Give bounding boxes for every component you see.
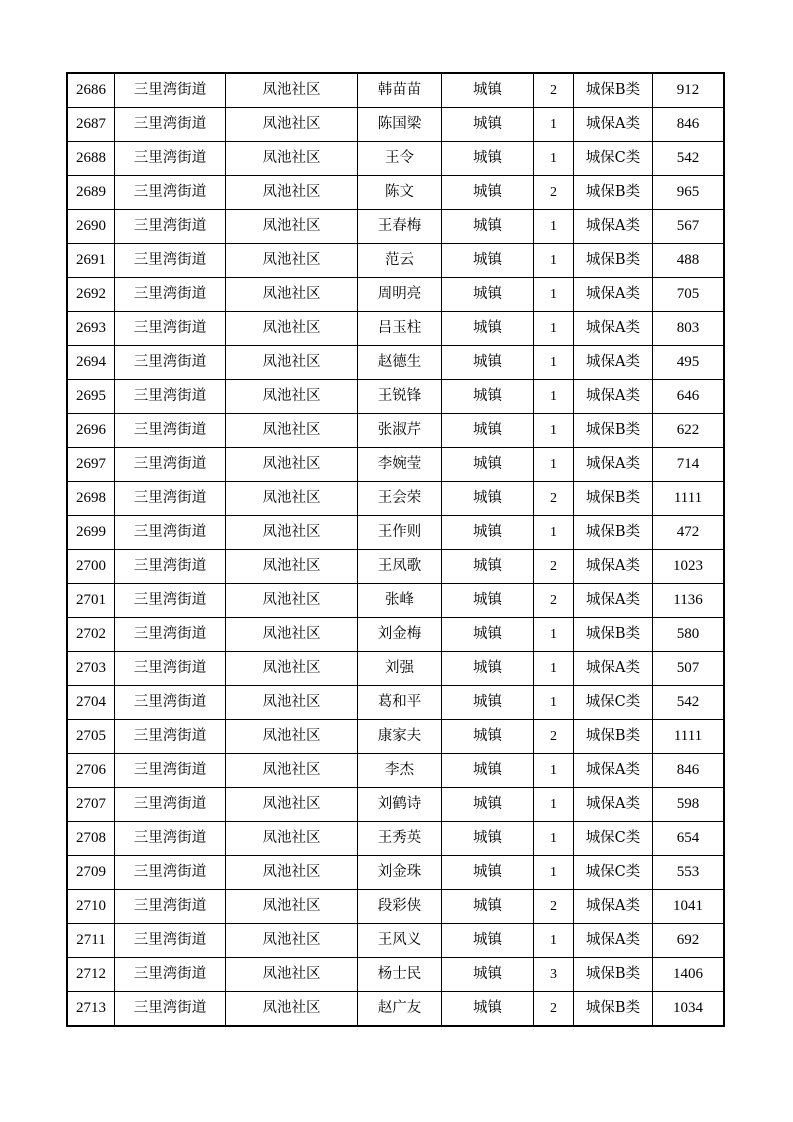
street-cell: 三里湾街道 (115, 74, 226, 108)
community-cell: 凤池社区 (226, 754, 358, 788)
household-size-cell: 1 (534, 686, 574, 720)
household-size-cell: 1 (534, 856, 574, 890)
household-size-cell: 1 (534, 618, 574, 652)
name-cell: 王风义 (358, 924, 442, 958)
insurance-type-cell: 城保A类 (574, 890, 653, 924)
table-row (68, 924, 724, 958)
table-row (68, 74, 724, 108)
household-size-cell: 3 (534, 958, 574, 992)
table-row (68, 210, 724, 244)
name-cell: 赵德生 (358, 346, 442, 380)
community-cell: 凤池社区 (226, 584, 358, 618)
name-cell: 陈文 (358, 176, 442, 210)
table-row (68, 482, 724, 516)
name-cell: 周明亮 (358, 278, 442, 312)
street-cell: 三里湾街道 (115, 924, 226, 958)
household-size-cell: 2 (534, 720, 574, 754)
insurance-type-cell: 城保A类 (574, 584, 653, 618)
category-cell: 城镇 (442, 890, 534, 924)
community-cell: 凤池社区 (226, 278, 358, 312)
table-row (68, 346, 724, 380)
street-cell: 三里湾街道 (115, 448, 226, 482)
category-cell: 城镇 (442, 652, 534, 686)
street-cell: 三里湾街道 (115, 380, 226, 414)
name-cell: 张峰 (358, 584, 442, 618)
row-number-cell: 2695 (68, 380, 115, 414)
name-cell: 韩苗苗 (358, 74, 442, 108)
name-cell: 康家夫 (358, 720, 442, 754)
street-cell: 三里湾街道 (115, 108, 226, 142)
category-cell: 城镇 (442, 414, 534, 448)
category-cell: 城镇 (442, 584, 534, 618)
street-cell: 三里湾街道 (115, 176, 226, 210)
row-number-cell: 2698 (68, 482, 115, 516)
street-cell: 三里湾街道 (115, 652, 226, 686)
community-cell: 凤池社区 (226, 992, 358, 1026)
row-number-cell: 2703 (68, 652, 115, 686)
community-cell: 凤池社区 (226, 74, 358, 108)
name-cell: 刘鹤诗 (358, 788, 442, 822)
table-row (68, 788, 724, 822)
household-size-cell: 2 (534, 992, 574, 1026)
category-cell: 城镇 (442, 346, 534, 380)
amount-cell: 654 (653, 822, 724, 856)
row-number-cell: 2699 (68, 516, 115, 550)
street-cell: 三里湾街道 (115, 346, 226, 380)
row-number-cell: 2691 (68, 244, 115, 278)
community-cell: 凤池社区 (226, 686, 358, 720)
street-cell: 三里湾街道 (115, 312, 226, 346)
table-row (68, 822, 724, 856)
table-row (68, 890, 724, 924)
row-number-cell: 2710 (68, 890, 115, 924)
row-number-cell: 2697 (68, 448, 115, 482)
amount-cell: 567 (653, 210, 724, 244)
community-cell: 凤池社区 (226, 244, 358, 278)
table-row (68, 312, 724, 346)
street-cell: 三里湾街道 (115, 516, 226, 550)
street-cell: 三里湾街道 (115, 414, 226, 448)
household-size-cell: 1 (534, 312, 574, 346)
row-number-cell: 2707 (68, 788, 115, 822)
row-number-cell: 2702 (68, 618, 115, 652)
community-cell: 凤池社区 (226, 720, 358, 754)
name-cell: 王令 (358, 142, 442, 176)
street-cell: 三里湾街道 (115, 278, 226, 312)
row-number-cell: 2692 (68, 278, 115, 312)
name-cell: 王凤歌 (358, 550, 442, 584)
insurance-type-cell: 城保B类 (574, 414, 653, 448)
community-cell: 凤池社区 (226, 108, 358, 142)
community-cell: 凤池社区 (226, 448, 358, 482)
street-cell: 三里湾街道 (115, 890, 226, 924)
insurance-type-cell: 城保A类 (574, 108, 653, 142)
household-size-cell: 2 (534, 890, 574, 924)
amount-cell: 646 (653, 380, 724, 414)
row-number-cell: 2709 (68, 856, 115, 890)
amount-cell: 542 (653, 142, 724, 176)
table-row (68, 414, 724, 448)
amount-cell: 846 (653, 108, 724, 142)
roster-table (67, 73, 724, 1026)
table-row (68, 448, 724, 482)
amount-cell: 472 (653, 516, 724, 550)
insurance-type-cell: 城保B类 (574, 958, 653, 992)
household-size-cell: 1 (534, 278, 574, 312)
name-cell: 王作则 (358, 516, 442, 550)
name-cell: 李婉莹 (358, 448, 442, 482)
amount-cell: 553 (653, 856, 724, 890)
row-number-cell: 2688 (68, 142, 115, 176)
street-cell: 三里湾街道 (115, 720, 226, 754)
community-cell: 凤池社区 (226, 890, 358, 924)
household-size-cell: 2 (534, 176, 574, 210)
row-number-cell: 2705 (68, 720, 115, 754)
community-cell: 凤池社区 (226, 414, 358, 448)
row-number-cell: 2690 (68, 210, 115, 244)
amount-cell: 1406 (653, 958, 724, 992)
street-cell: 三里湾街道 (115, 856, 226, 890)
category-cell: 城镇 (442, 108, 534, 142)
category-cell: 城镇 (442, 720, 534, 754)
category-cell: 城镇 (442, 244, 534, 278)
insurance-type-cell: 城保A类 (574, 346, 653, 380)
name-cell: 陈国梁 (358, 108, 442, 142)
household-size-cell: 2 (534, 584, 574, 618)
amount-cell: 803 (653, 312, 724, 346)
row-number-cell: 2700 (68, 550, 115, 584)
category-cell: 城镇 (442, 210, 534, 244)
insurance-type-cell: 城保A类 (574, 754, 653, 788)
insurance-type-cell: 城保A类 (574, 380, 653, 414)
insurance-type-cell: 城保A类 (574, 278, 653, 312)
name-cell: 王锐锋 (358, 380, 442, 414)
household-size-cell: 1 (534, 924, 574, 958)
row-number-cell: 2696 (68, 414, 115, 448)
insurance-type-cell: 城保B类 (574, 482, 653, 516)
insurance-type-cell: 城保B类 (574, 992, 653, 1026)
household-size-cell: 1 (534, 448, 574, 482)
insurance-type-cell: 城保B类 (574, 618, 653, 652)
name-cell: 张淑芹 (358, 414, 442, 448)
household-size-cell: 1 (534, 754, 574, 788)
category-cell: 城镇 (442, 448, 534, 482)
community-cell: 凤池社区 (226, 346, 358, 380)
row-number-cell: 2713 (68, 992, 115, 1026)
insurance-type-cell: 城保C类 (574, 142, 653, 176)
category-cell: 城镇 (442, 618, 534, 652)
row-number-cell: 2706 (68, 754, 115, 788)
amount-cell: 714 (653, 448, 724, 482)
category-cell: 城镇 (442, 278, 534, 312)
amount-cell: 622 (653, 414, 724, 448)
community-cell: 凤池社区 (226, 618, 358, 652)
street-cell: 三里湾街道 (115, 788, 226, 822)
table-row (68, 992, 724, 1026)
table-row (68, 754, 724, 788)
household-size-cell: 2 (534, 74, 574, 108)
insurance-type-cell: 城保A类 (574, 312, 653, 346)
category-cell: 城镇 (442, 142, 534, 176)
insurance-type-cell: 城保A类 (574, 448, 653, 482)
household-size-cell: 1 (534, 108, 574, 142)
insurance-type-cell: 城保B类 (574, 74, 653, 108)
street-cell: 三里湾街道 (115, 992, 226, 1026)
row-number-cell: 2708 (68, 822, 115, 856)
amount-cell: 542 (653, 686, 724, 720)
household-size-cell: 1 (534, 244, 574, 278)
table-row (68, 176, 724, 210)
row-number-cell: 2712 (68, 958, 115, 992)
table-row (68, 516, 724, 550)
amount-cell: 1111 (653, 482, 724, 516)
category-cell: 城镇 (442, 754, 534, 788)
table-row (68, 380, 724, 414)
street-cell: 三里湾街道 (115, 618, 226, 652)
street-cell: 三里湾街道 (115, 550, 226, 584)
household-size-cell: 2 (534, 482, 574, 516)
name-cell: 刘强 (358, 652, 442, 686)
name-cell: 王秀英 (358, 822, 442, 856)
amount-cell: 1034 (653, 992, 724, 1026)
community-cell: 凤池社区 (226, 312, 358, 346)
category-cell: 城镇 (442, 482, 534, 516)
category-cell: 城镇 (442, 176, 534, 210)
name-cell: 葛和平 (358, 686, 442, 720)
category-cell: 城镇 (442, 856, 534, 890)
community-cell: 凤池社区 (226, 856, 358, 890)
household-size-cell: 2 (534, 550, 574, 584)
community-cell: 凤池社区 (226, 210, 358, 244)
name-cell: 刘金珠 (358, 856, 442, 890)
street-cell: 三里湾街道 (115, 244, 226, 278)
amount-cell: 488 (653, 244, 724, 278)
table-row (68, 550, 724, 584)
street-cell: 三里湾街道 (115, 210, 226, 244)
name-cell: 杨士民 (358, 958, 442, 992)
household-size-cell: 1 (534, 652, 574, 686)
community-cell: 凤池社区 (226, 822, 358, 856)
name-cell: 范云 (358, 244, 442, 278)
community-cell: 凤池社区 (226, 958, 358, 992)
street-cell: 三里湾街道 (115, 686, 226, 720)
table-row (68, 278, 724, 312)
insurance-type-cell: 城保C类 (574, 686, 653, 720)
row-number-cell: 2711 (68, 924, 115, 958)
amount-cell: 507 (653, 652, 724, 686)
insurance-type-cell: 城保B类 (574, 244, 653, 278)
category-cell: 城镇 (442, 822, 534, 856)
amount-cell: 846 (653, 754, 724, 788)
household-size-cell: 1 (534, 414, 574, 448)
street-cell: 三里湾街道 (115, 482, 226, 516)
amount-cell: 1041 (653, 890, 724, 924)
name-cell: 段彩侠 (358, 890, 442, 924)
table-row (68, 244, 724, 278)
category-cell: 城镇 (442, 74, 534, 108)
amount-cell: 965 (653, 176, 724, 210)
insurance-type-cell: 城保B类 (574, 176, 653, 210)
row-number-cell: 2704 (68, 686, 115, 720)
category-cell: 城镇 (442, 686, 534, 720)
amount-cell: 495 (653, 346, 724, 380)
community-cell: 凤池社区 (226, 550, 358, 584)
insurance-type-cell: 城保B类 (574, 720, 653, 754)
table-row (68, 958, 724, 992)
table-row (68, 108, 724, 142)
category-cell: 城镇 (442, 312, 534, 346)
community-cell: 凤池社区 (226, 142, 358, 176)
community-cell: 凤池社区 (226, 924, 358, 958)
category-cell: 城镇 (442, 992, 534, 1026)
amount-cell: 1136 (653, 584, 724, 618)
table-row (68, 652, 724, 686)
community-cell: 凤池社区 (226, 516, 358, 550)
row-number-cell: 2687 (68, 108, 115, 142)
household-size-cell: 1 (534, 346, 574, 380)
row-number-cell: 2686 (68, 74, 115, 108)
street-cell: 三里湾街道 (115, 822, 226, 856)
amount-cell: 1023 (653, 550, 724, 584)
table-row (68, 142, 724, 176)
insurance-type-cell: 城保A类 (574, 550, 653, 584)
insurance-type-cell: 城保A类 (574, 924, 653, 958)
row-number-cell: 2689 (68, 176, 115, 210)
household-size-cell: 1 (534, 822, 574, 856)
insurance-type-cell: 城保B类 (574, 516, 653, 550)
table-row (68, 618, 724, 652)
household-size-cell: 1 (534, 210, 574, 244)
roster-body (68, 74, 724, 1026)
street-cell: 三里湾街道 (115, 958, 226, 992)
category-cell: 城镇 (442, 516, 534, 550)
community-cell: 凤池社区 (226, 652, 358, 686)
category-cell: 城镇 (442, 380, 534, 414)
community-cell: 凤池社区 (226, 482, 358, 516)
category-cell: 城镇 (442, 550, 534, 584)
amount-cell: 1111 (653, 720, 724, 754)
community-cell: 凤池社区 (226, 380, 358, 414)
row-number-cell: 2701 (68, 584, 115, 618)
table-row (68, 686, 724, 720)
name-cell: 王春梅 (358, 210, 442, 244)
insurance-type-cell: 城保C类 (574, 822, 653, 856)
household-size-cell: 1 (534, 788, 574, 822)
insurance-type-cell: 城保A类 (574, 652, 653, 686)
table-row (68, 856, 724, 890)
insurance-type-cell: 城保A类 (574, 210, 653, 244)
category-cell: 城镇 (442, 788, 534, 822)
amount-cell: 692 (653, 924, 724, 958)
household-size-cell: 1 (534, 516, 574, 550)
name-cell: 李杰 (358, 754, 442, 788)
name-cell: 赵广友 (358, 992, 442, 1026)
community-cell: 凤池社区 (226, 176, 358, 210)
amount-cell: 598 (653, 788, 724, 822)
table-row (68, 584, 724, 618)
table-row (68, 720, 724, 754)
amount-cell: 912 (653, 74, 724, 108)
name-cell: 吕玉柱 (358, 312, 442, 346)
household-size-cell: 1 (534, 380, 574, 414)
insurance-type-cell: 城保A类 (574, 788, 653, 822)
community-cell: 凤池社区 (226, 788, 358, 822)
name-cell: 王会荣 (358, 482, 442, 516)
row-number-cell: 2693 (68, 312, 115, 346)
name-cell: 刘金梅 (358, 618, 442, 652)
row-number-cell: 2694 (68, 346, 115, 380)
household-size-cell: 1 (534, 142, 574, 176)
amount-cell: 705 (653, 278, 724, 312)
insurance-type-cell: 城保C类 (574, 856, 653, 890)
category-cell: 城镇 (442, 924, 534, 958)
amount-cell: 580 (653, 618, 724, 652)
category-cell: 城镇 (442, 958, 534, 992)
street-cell: 三里湾街道 (115, 754, 226, 788)
street-cell: 三里湾街道 (115, 584, 226, 618)
street-cell: 三里湾街道 (115, 142, 226, 176)
